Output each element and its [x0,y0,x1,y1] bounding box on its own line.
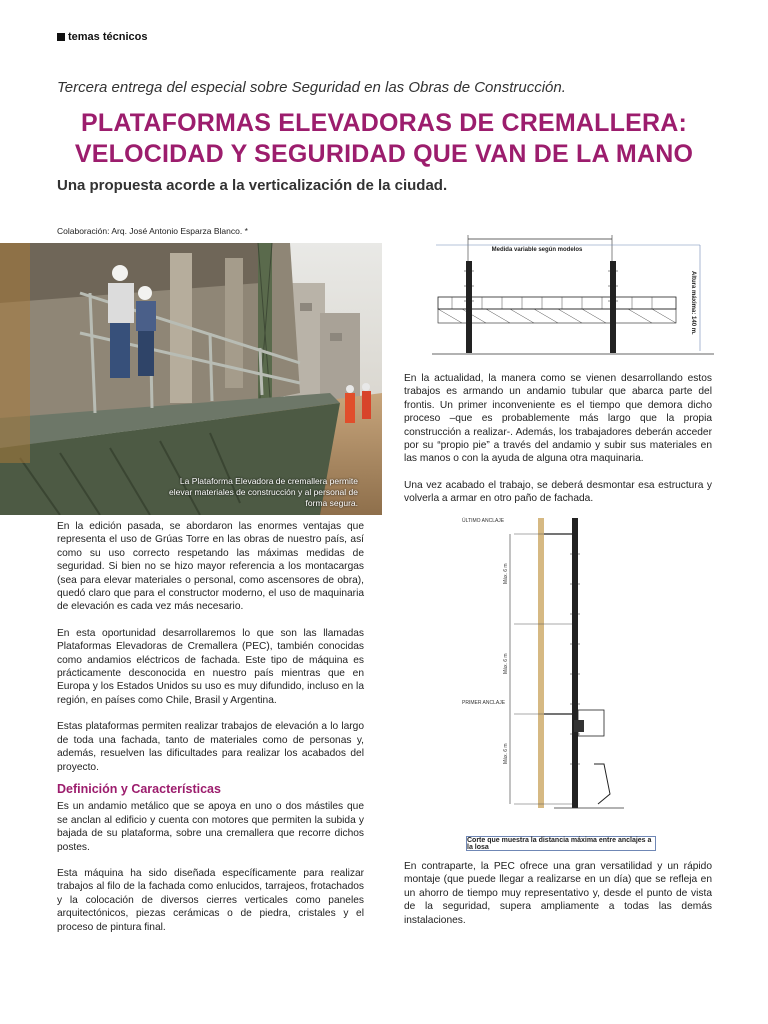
dim-label-1: Máx. 6 m [503,563,509,584]
section-heading: Definición y Características [57,781,221,796]
article-credit: Colaboración: Arq. José Antonio Esparza Blanco. * [57,226,248,236]
figure1-top-label: Medida variable según modelos [491,247,583,253]
left-paragraph-3: Estas plataformas permiten realizar trabajos de elevación a lo largo de toda una fachada, tanto de materiales como de personas y, además, resuelven las dificultades para realizar los acabados del proyecto. [57,721,364,773]
right-paragraph-3: En contraparte, la PEC ofrece una gran versatilidad y un rápido montaje (que puede llegar a realizarse en un día) que se refleja en un ahorro de tiempo muy representativo y, desde el punto de vista de la seguridad, supera ampliamente a todas las demás instalaciones. [404,861,712,926]
right-column-top [404,372,712,519]
left-column [57,520,364,947]
right-paragraph-2: Una vez acabado el trabajo, se deberá desmontar esa estructura y volverla a armar en otro paño de fachada. [404,479,712,505]
left-paragraph-5: Esta máquina ha sido diseñada específicamente para realizar trabajos al filo de la fachada como enlucidos, tarrajeos, frotachados y la colocación de diversos cierres verticales como paneles arquitectónicos, piezas cerámicas o de piedra, cristales y el proceso de pintura final. [57,867,364,933]
article-title-line2: VELOCIDAD Y SEGURIDAD QUE VAN DE LA MANO [74,140,694,168]
right-column-bottom [404,860,712,940]
left-paragraph-2: En esta oportunidad desarrollaremos lo que son las llamadas Plataformas Elevadoras de Cremallera (PEC), también conocidas como andamios eléctricos de fachada. Este tipo de máquina es prácticamente desconocida en nuestro país mientras que en Europa y los Estados Unidos su uso es muy difundido, incluso en la región, en países como Chile, Brasil y Argentina. [57,627,364,706]
article-title-line1: PLATAFORMAS ELEVADORAS DE CREMALLERA: [81,109,687,137]
figure1-side-label: Altura máxima: 140 m. [690,271,696,335]
article-subtitle: Una propuesta acorde a la verticalización de la ciudad. [57,177,448,194]
photo-caption: La Plataforma Elevadora de cremallera permite elevar materiales de construcción y al personal de forma segura. [169,476,358,508]
article-kicker: Tercera entrega del especial sobre Seguridad en las Obras de Construcción. [57,79,566,96]
left-paragraph-4: Es un andamio metálico que se apoya en uno o dos mástiles que se anclan al edificio y cuenta con motores que permiten la subida y bajada de su plataforma, sobre una cremallera que recorre dichos postes. [57,801,364,853]
anchorage-section-diagram [454,514,662,854]
platform-elevation-diagram [432,231,714,359]
photo-illustration [0,243,382,515]
label-last-anchor: ÚLTIMO ANCLAJE [462,518,505,524]
dim-label-2: Máx. 6 m [503,653,509,674]
dim-label-3: Máx. 6 m [503,743,509,764]
left-paragraph-1: En la edición pasada, se abordaron las enormes ventajas que representa el uso de Grúas Torre en las obras de nuestro país, así como su uso correcto respetando las máximas medidas de seguridad. Si bien no se hizo mayor referencia a los montacargas (sea para elevar materiales o personal, como ascensores de obra), quedó claro que para el constructor moderno, el uso de maquinaria de elevación es cada vez más necesario. [57,521,364,613]
section-label: temas técnicos [68,31,148,43]
article-title [0,108,768,170]
figure2-caption: Corte que muestra la distancia máxima entre anclajes a la losa [466,836,656,851]
section-tag [57,31,147,43]
construction-photo [0,243,382,515]
right-paragraph-1: En la actualidad, la manera como se vienen desarrollando estos trabajos es armando un andamio tubular que abarca parte del frontis. Un primer inconveniente es el tiempo que demora dicho proceso –que es probablemente más largo que la propia construcción a realizar-. Además, los trabajadores deberán acceder por su “propio pie” a través del andamio y subir sus materiales en las manos o con la ayuda de alguna otra maquinaria. [404,373,712,465]
label-first-anchor: PRIMER ANCLAJE [462,700,506,706]
section-square-icon [57,33,65,41]
